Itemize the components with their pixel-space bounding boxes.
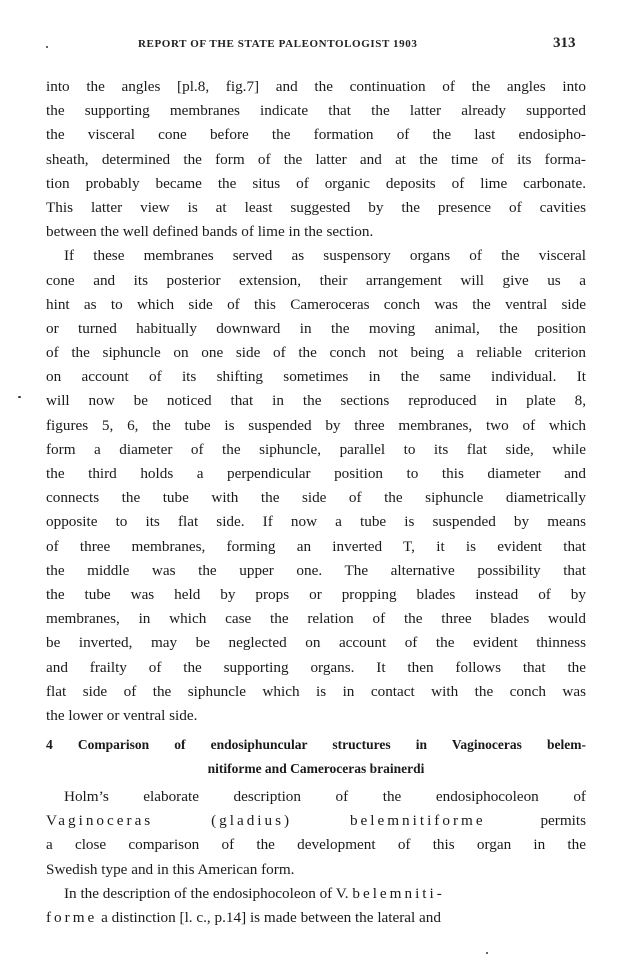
text-line: cone and its posterior extension, their arrangement will give us a [46, 271, 586, 289]
text-line: sheath, determined the form of the latter and at the time of its forma- [46, 150, 586, 168]
text-line: of three membranes, forming an inverted T, it is evident that [46, 537, 586, 555]
taxon-name: belemniti- [352, 884, 445, 902]
taxon-name: forme [46, 908, 98, 926]
text-line: be inverted, may be neglected on account of the evident thinness [46, 634, 586, 652]
section-heading-line: nitiforme and Cameroceras brainerdi [207, 761, 425, 776]
scan-speck [486, 952, 488, 954]
text-line: This latter view is at least suggested by the presence of cavities [46, 198, 586, 216]
text-line: the visceral cone before the formation of the last endosipho- [46, 126, 586, 144]
text-line: into the angles [pl.8, fig.7] and the continuation of the angles into [46, 78, 586, 95]
text-line [46, 882, 586, 906]
body-text-lower [46, 785, 586, 930]
section-heading-line: 4 Comparison of endosiphuncular structures in Vaginoceras belem- [46, 737, 586, 752]
text-line [46, 906, 586, 930]
text-line: and frailty of the supporting organs. It then follows that the [46, 658, 586, 676]
text-line: the lower or ventral side. [46, 706, 198, 724]
text-line: a close comparison of the development of this organ in the [46, 836, 586, 854]
text-fragment: In the description of the endosiphocoleon of V. [64, 884, 353, 902]
text-line: the middle was the upper one. The alternative possibility that [46, 561, 586, 579]
text-line: opposite to its flat side. If now a tube is suspended by means [46, 513, 586, 531]
text-line: on account of its shifting sometimes in the same individual. It [46, 368, 586, 386]
text-fragment: permits [485, 812, 586, 830]
text-line: the third holds a perpendicular position to this diameter and [46, 465, 586, 482]
text-line: between the well defined bands of lime in the section. [46, 223, 374, 241]
text-line: flat side of the siphuncle which is in contact with the conch was [46, 682, 586, 700]
text-line: will now be noticed that in the sections reproduced in plate 8, [46, 392, 586, 410]
text-line: connects the tube with the side of the siphuncle diametrically [46, 489, 586, 507]
text-line: the tube was held by props or propping blades instead of by [46, 585, 586, 603]
text-line: Swedish type and in this American form. [46, 860, 295, 878]
text-line [46, 809, 586, 833]
page-header [0, 34, 636, 60]
text-line: tion probably became the situs of organic deposits of lime carbonate. [46, 174, 586, 192]
text-line: If these membranes served as suspensory organs of the visceral [64, 247, 586, 265]
text-line: Holm’s elaborate description of the endosiphocoleon of [64, 788, 586, 805]
text-line: the supporting membranes indicate that the latter already supported [46, 102, 586, 120]
scan-speck [46, 46, 48, 48]
body-text-upper [46, 75, 586, 728]
scan-speck [18, 396, 21, 398]
running-title: REPORT OF THE STATE PALEONTOLOGIST 1903 [138, 38, 418, 50]
text-line: form a diameter of the siphuncle, parallel to its flat side, while [46, 440, 586, 458]
section-heading [46, 733, 586, 781]
taxon-name: Vaginoceras (gladius) belemnitiforme [46, 812, 486, 830]
text-line: figures 5, 6, the tube is suspended by three membranes, two of which [46, 416, 586, 434]
text-line: hint as to which side of this Cameroceras conch was the ventral side [46, 295, 586, 313]
page-number: 313 [553, 35, 576, 51]
text-line: or turned habitually downward in the moving animal, the position [46, 319, 586, 337]
text-line: of the siphuncle on one side of the conch not being a reliable criterion [46, 344, 586, 362]
text-fragment: a distinction [l. c., p.14] is made between the lateral and [97, 908, 441, 926]
text-line: membranes, in which case the relation of the three blades would [46, 610, 586, 628]
